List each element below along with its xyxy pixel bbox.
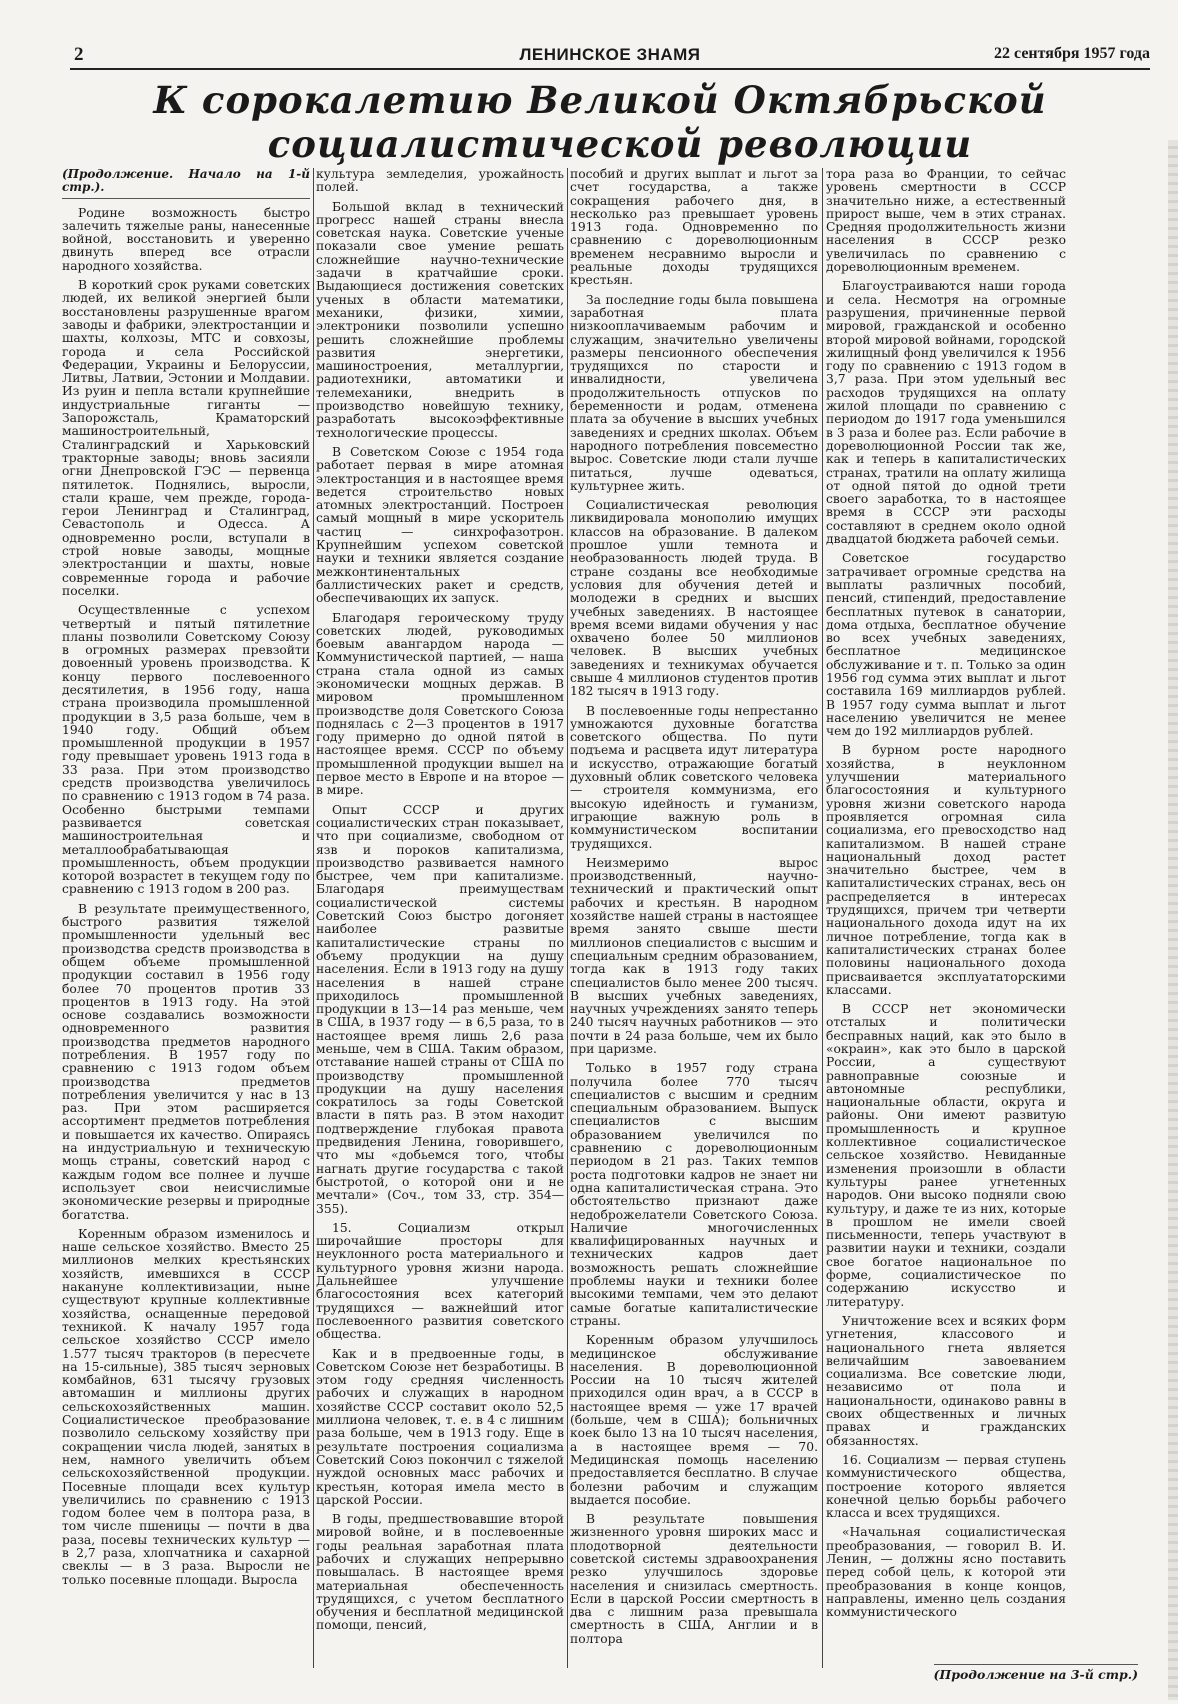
article-column-1 [62, 168, 310, 1668]
column-divider [313, 168, 314, 1668]
paragraph: Только в 1957 году страна получила более 770 тысяч специалистов с высшим и средним специальным образованием. Выпуск специалистов с высшим образованием увеличился по сравнению с дореволюционным периодом в 21 раз. Таких темпов роста подготовки кадров не знает ни одна капиталистическая страна. Это обстоятельство признают даже недоброжелатели Советского Союза. Наличие многочисленных квалифицированных научных и технических кадров дает возможность решать сложнейшие проблемы науки и техники более высокими темпами, чем это делают самые богатые капиталистические страны. [570, 1061, 818, 1328]
paragraph: Благоустраиваются наши города и села. Несмотря на огромные разрушения, причиненные первой мировой, гражданской и особенно второй мировой войнами, городской жилищный фонд увеличился к 1956 году по сравнению с 1913 годом в 3,7 раза. При этом удельный вес расходов трудящихся на оплату жилой площади по сравнению с периодом до 1917 года уменьшился в 3 раза и более раз. Если рабочие в дореволюционной России так же, как и теперь в капиталистических странах, тратили на оплату жилища от одной пятой до одной трети своего заработка, то в настоящее время в СССР эти расходы составляют в среднем около одной двадцатой бюджета рабочей семьи. [826, 279, 1066, 547]
page-number: 2 [74, 44, 84, 65]
paragraph: пособий и других выплат и льгот за счет государства, а также сокращения рабочего дня, в несколько раз превышает уровень 1913 года. Одновременно по сравнению с дореволюционным временем несравнимо выросли и реальные доходы трудящихся крестьян. [570, 168, 818, 288]
issue-date: 22 сентября 1957 года [994, 45, 1150, 62]
paragraph: Социалистическая революция ликвидировала монополию имущих классов на образование. В далеком прошлое ушли темнота и необразованность людей труда. В стране созданы все необходимые условия для обучения детей и молодежи в средних и высших учебных заведениях. В настоящее время всеми видами обучения у нас охвачено более 50 миллионов человек. В высших учебных заведениях и техникумах обучается свыше 4 миллионов студентов против 182 тысяч в 1913 году. [570, 498, 818, 699]
paragraph: культура земледелия, урожайность полей. [316, 168, 564, 195]
paragraph: Коренным образом изменилось и наше сельское хозяйство. Вместо 25 миллионов мелких крестьянских хозяйств, имевшихся в СССР накануне коллективизации, ныне существуют крупные коллективные хозяйства, оснащенные передовой техникой. К началу 1957 года сельское хозяйство СССР имело 1.577 тысяч тракторов (в пересчете на 15-сильные), 385 тысяч зерновых комбайнов, 631 тысячу грузовых автомашин и миллионы других сельскохозяйственных машин. Социалистическое преобразование позволило сельскому хозяйству при сокращении числа людей, занятых в нем, намного увеличить объем сельскохозяйственной продукции. Посевные площади всех культур увеличились по сравнению с 1913 годом более чем в полтора раза, в том числе пшеницы — почти в два раза, посевы технических культур — в 2,7 раза, хлопчатника и сахарной свеклы — в 3 раза. Выросли не только посевные площади. Выросла [62, 1226, 310, 1587]
paragraph: В Советском Союзе с 1954 года работает первая в мире атомная электростанция и в настоящее время ведется строительство новых атомных электростанций. Построен самый мощный в мире ускоритель частиц — синхрофазотрон. Крупнейшим успехом советской науки и техники является создание межконтинентальных баллистических ракет и средств, обеспечивающих их запуск. [316, 444, 564, 606]
column-divider [822, 168, 823, 1668]
paragraph: Коренным образом улучшилось медицинское обслуживание населения. В дореволюционной России на 10 тысяч жителей приходился один врач, а в СССР в настоящее время — уже 17 врачей (больше, чем в США); больничных коек было 13 на 10 тысяч населения, а в настоящее время — 70. Медицинская помощь населению предоставляется бесплатно. В случае болезни рабочим и служащим выдается пособие. [570, 1333, 818, 1507]
paragraph: «Начальная социалистическая преобразования, — говорил В. И. Ленин, — должны ясно поставить перед собой цель, к которой эти преобразования в конце концов, направлены, именно цель создания коммунистического [826, 1525, 1066, 1620]
paragraph: Большой вклад в технический прогресс нашей страны внесла советская наука. Советские ученые показали свое умение решать сложнейшие научно-технические задачи в кратчайшие сроки. Выдающиеся достижения советских ученых в области математики, механики, физики, химии, электроники позволили успешно решить сложнейшие проблемы развития энергетики, машиностроения, металлургии, радиотехники, автоматики и телемеханики, внедрить в производство новейшую технику, разработать высокоэффективные технологические процессы. [316, 199, 564, 440]
paragraph: В результате повышения жизненного уровня широких масс и плодотворной деятельности советской системы здравоохранения резко улучшилось здоровье населения и снизилась смертность. Если в царской России смертность в два с лишним раза превышала смертность в США, Англии и в полтора [570, 1512, 818, 1646]
headline-line-1: К сорокалетию Великой Октябрьской [153, 78, 1047, 122]
paragraph: В послевоенные годы непрестанно умножаются духовные богатства советского общества. По пути подъема и расцвета идут литература и искусство, отражающие богатый духовный облик советского человека — строителя коммунизма, его высокую идейность и гуманизм, играющие важную роль в коммунистическом воспитании трудящихся. [570, 703, 818, 851]
continued-from-note: (Продолжение. Начало на 1-й стр.). [62, 168, 310, 199]
paragraph: тора раза во Франции, то сейчас уровень смертности в СССР значительно ниже, а естественный прирост выше, чем в этих странах. Средняя продолжительность жизни населения в СССР резко увеличилась по сравнению с дореволюционным временем. [826, 168, 1066, 275]
newspaper-name: ЛЕНИНСКОЕ ЗНАМЯ [519, 45, 701, 64]
paragraph: В результате преимущественного, быстрого развития тяжелой промышленности удельный вес производства средств производства в общем объеме промышленной продукции составил в 1956 году более 70 процентов против 33 процентов в 1913 году. На этой основе создавались возможности одновременного развития производства предметов народного потребления. В 1957 году по сравнению с 1913 годом объем производства предметов потребления увеличится у нас в 13 раз. При этом расширяется ассортимент предметов потребления и повышается их качество. Опираясь на индустриальную и техническую мощь страны, советский народ с каждым годом все полнее и лучше использует свои неисчислимые экономические резервы и природные богатства. [62, 901, 310, 1222]
headline-line-2: социалистической революции [267, 122, 973, 166]
paragraph: Как и в предвоенные годы, в Советском Союзе нет безработицы. В этом году средняя численность рабочих и служащих в народном хозяйстве СССР составит около 52,5 миллиона человек, т. е. в 4 с лишним раза больше, чем в 1913 году. Еще в результате построения социализма Советский Союз покончил с тяжелой нуждой основных масс рабочих и крестьян, которая имела место в царской России. [316, 1346, 564, 1507]
paragraph: Опыт СССР и других социалистических стран показывает, что при социализме, свободном от язв и пороков капитализма, производство развивается намного быстрее, чем при капитализме. Благодаря преимуществам социалистической системы Советский Союз быстро догоняет наиболее развитые капиталистические страны по объему продукции на душу населения. Если в 1913 году на душу населения в нашей стране приходилось промышленной продукции в 13—14 раз меньше, чем в США, в 1937 году — в 6,5 раза, то в настоящее время лишь 2,6 раза меньше, чем в США. Таким образом, отставание нашей страны от США по производству промышленной продукции на душу населения сократилось за годы Советской власти в пять раз. В этом находит подтверждение глубокая правота предвидения Ленина, говорившего, что мы «добьемся того, чтобы нагнать другие государства с такой быстротой, о которой они и не мечтали» (Соч., том 33, стр. 354—355). [316, 802, 564, 1216]
scan-edge-shadow [1168, 140, 1178, 1700]
article-column-3 [570, 168, 818, 1668]
paragraph: В СССР нет экономически отсталых и политически бесправных наций, как это было в «окраин», как это было в царской России, а существуют равноправные союзные и автономные республики, национальные области, округа и районы. Они имеют развитую промышленность и крупное коллективное социалистическое сельское хозяйство. Невиданные изменения произошли в области культуры ранее угнетенных народов. Они высоко подняли свою культуру, и даже те из них, которые в прошлом не имели своей письменности, теперь участвуют в развитии науки и техники, создали свое богатое национальное по форме, социалистическое по содержанию искусство и литературу. [826, 1002, 1066, 1309]
paragraph: Уничтожение всех и всяких форм угнетения, классового и национального гнета является величайшим завоеванием социализма. Все советские люди, независимо от пола и национальности, одинаково равны в своих общественных и личных правах и гражданских обязанностях. [826, 1313, 1066, 1448]
paragraph: В бурном росте народного хозяйства, в неуклонном улучшении материального благосостояния и культурного уровня жизни советского народа проявляется огромная сила социализма, его превосходство над капитализмом. В нашей стране национальный доход растет значительно быстрее, чем в капиталистических странах, весь он распределяется в интересах трудящихся, причем три четверти национального дохода идут на их личное потребление, тогда как в капиталистических странах более половины национального дохода присваивается эксплуататорскими классами. [826, 743, 1066, 997]
paragraph: Благодаря героическому труду советских людей, руководимых боевым авангардом народа — Коммунистической партией, — наша страна стала одной из самых экономически мощных держав. В мировом промышленном производстве доля Советского Союза поднялась с 2—3 процентов в 1917 году примерно до одной пятой в настоящее время. СССР по объему промышленной продукции вышел на первое место в Европе и на второе — в мире. [316, 610, 564, 798]
article-columns [62, 168, 1152, 1668]
column-divider [567, 168, 568, 1668]
continued-to-note: (Продолжение на 3-й стр.) [934, 1664, 1139, 1682]
paragraph: В годы, предшествовавшие второй мировой войне, и в послевоенные годы реальная заработная плата рабочих и служащих непрерывно повышалась. В настоящее время материальная обеспеченность трудящихся, с учетом бесплатного обучения и бесплатной медицинской помощи, пенсий, [316, 1512, 564, 1633]
paragraph: Осуществленные с успехом четвертый и пятый пятилетние планы позволили Советскому Союзу в огромных размерах превзойти довоенный уровень производства. К концу первого послевоенного десятилетия, в 1956 году, наша страна производила промышленной продукции в 3,5 раза больше, чем в 1940 году. Общий объем промышленной продукции в 1957 году превышает уровень 1913 года в 33 раза. При этом производство средств производства увеличилось по сравнению с 1913 годом в 74 раза. Особенно быстрыми темпами развивается советская машиностроительная и металлообрабатывающая промышленность, объем продукции которой возрастет в текущем году по сравнению с 1913 годом в 200 раз. [62, 603, 310, 897]
paragraph: 15. Социализм открыл широчайшие просторы для неуклонного роста материального и культурного уровня жизни народа. Дальнейшее улучшение благосостояния всех категорий трудящихся — важнейший итог послевоенного развития советского общества. [316, 1220, 564, 1342]
paragraph: Советское государство затрачивает огромные средства на выплаты различных пособий, пенсий, стипендий, предоставление бесплатных путевок в санатории, дома отдыха, бесплатное обучение во всех учебных заведениях, бесплатное медицинское обслуживание и т. п. Только за один 1956 год сумма этих выплат и льгот составила 169 миллиардов рублей. В 1957 году сумма выплат и льгот населению увеличится не менее чем до 192 миллиардов рублей. [826, 551, 1066, 739]
paragraph: За последние годы была повышена заработная плата низкооплачиваемым рабочим и служащим, значительно увеличены размеры пенсионного обеспечения трудящихся по старости и инвалидности, увеличена продолжительность отпусков по беременности и родам, отменена плата за обучение в высших учебных заведениях и средних школах. Объем народного потребления повсеместно вырос. Советские люди стали лучше питаться, лучше одеваться, культурнее жить. [570, 292, 818, 493]
paragraph: Неизмеримо вырос производственный, научно-технический и практический опыт рабочих и крестьян. В народном хозяйстве нашей страны в настоящее время занято свыше шести миллионов специалистов с высшим и специальным средним образованием, тогда как в 1913 году таких специалистов было менее 200 тысяч. В высших учебных заведениях, научных учреждениях занято теперь 240 тысяч научных работников — это почти в 24 раза больше, чем их было при царизме. [570, 855, 818, 1056]
article-headline [70, 78, 1150, 166]
article-column-2 [316, 168, 564, 1668]
paragraph: Родине возможность быстро залечить тяжелые раны, нанесенные войной, восстановить и уверенно двинуть вперед все отрасли народного хозяйства. [62, 205, 310, 273]
paragraph: 16. Социализм — первая ступень коммунистического общества, построение которого является конечной целью борьбы рабочего класса и всех трудящихся. [826, 1452, 1066, 1521]
article-column-4 [826, 168, 1066, 1668]
paragraph: В короткий срок руками советских людей, их великой энергией были восстановлены разрушенные врагом заводы и фабрики, электростанции и шахты, колхозы, МТС и совхозы, города и села Российской Федерации, Украины и Белоруссии, Литвы, Латвии, Эстонии и Молдавии. Из руин и пепла встали крупнейшие индустриальные гиганты — Запорожсталь, Краматорский машиностроительный, Сталинградский и Харьковский тракторные заводы; вновь засияли огни Днепровской ГЭС — первенца пятилеток. Поднялись, выросли, стали краше, чем прежде, города-герои Ленинград и Сталинград, Севастополь и Одесса. А одновременно росли, вступали в строй новые заводы, мощные электростанции и шахты, новые современные города и рабочие поселки. [62, 278, 310, 598]
masthead [70, 40, 1150, 70]
